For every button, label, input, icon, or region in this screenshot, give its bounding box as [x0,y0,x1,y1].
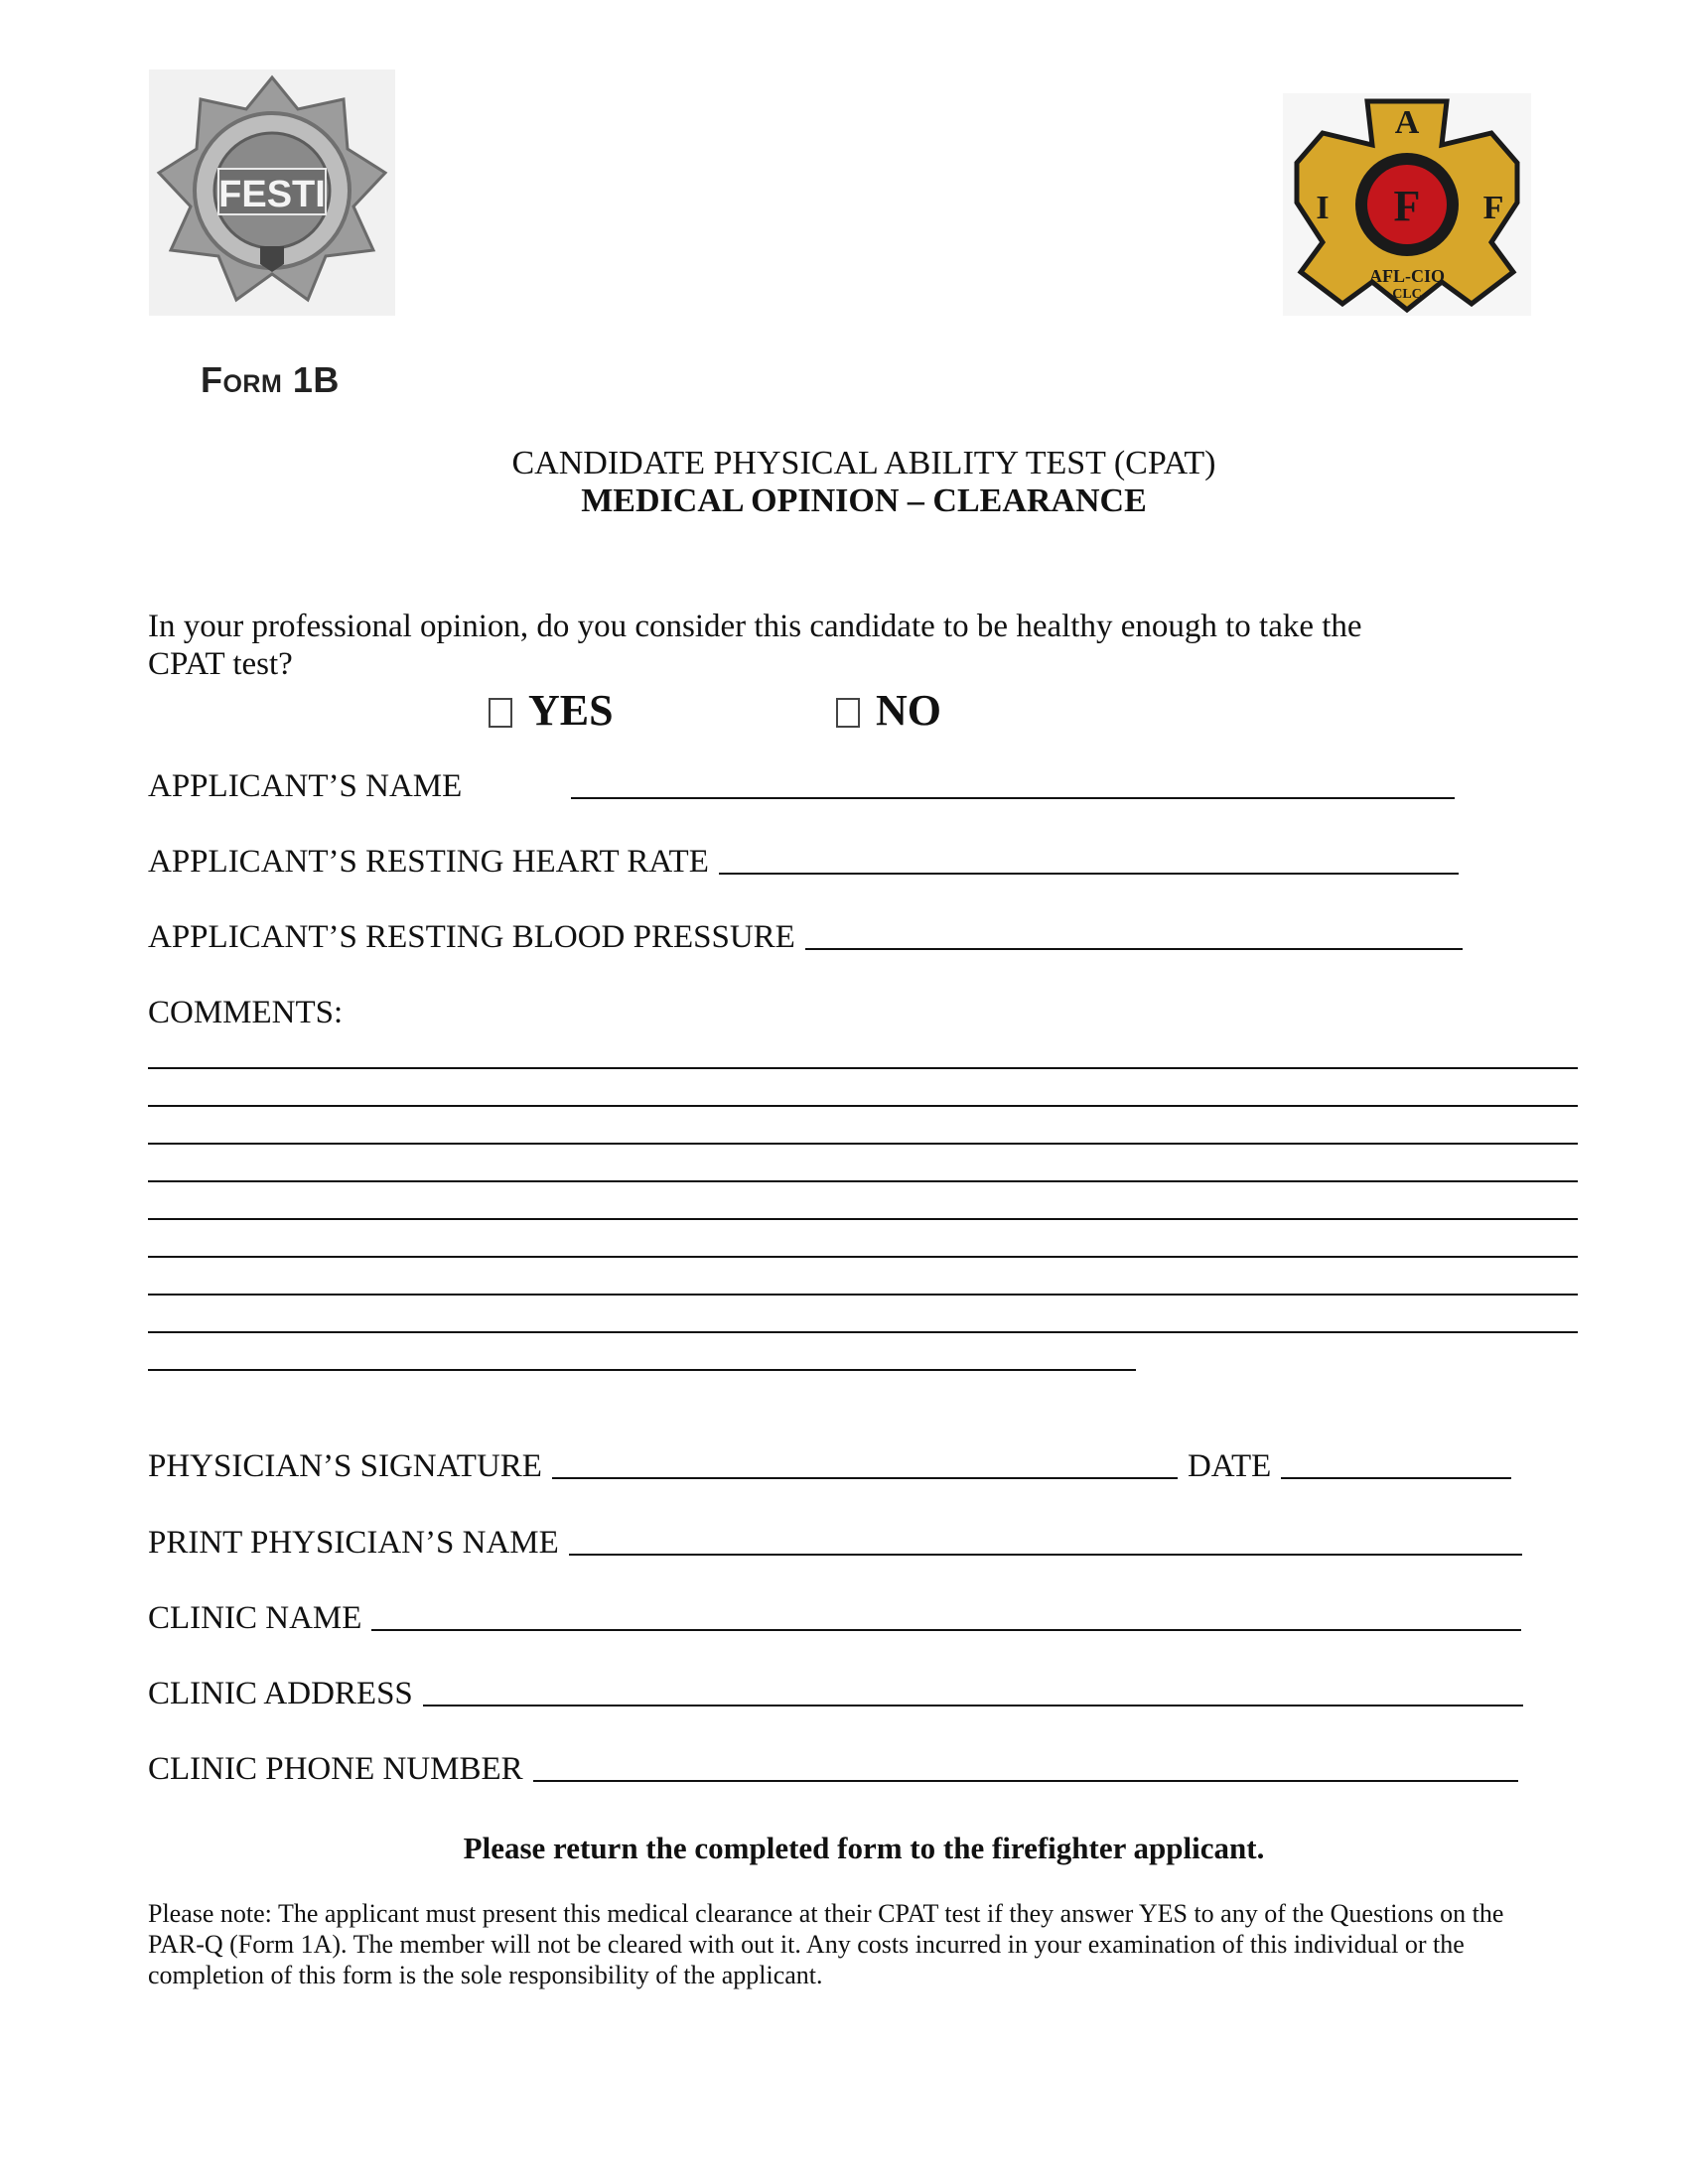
clinic-phone-field [148,1751,1518,1788]
comment-line[interactable] [148,1180,1578,1182]
comment-line[interactable] [148,1256,1578,1258]
clinic-name-line[interactable] [371,1629,1521,1631]
iaff-logo [1283,93,1531,316]
date-line[interactable] [1281,1477,1511,1479]
applicant-name-label: APPLICANT’S NAME [148,768,463,804]
comments-field [148,995,343,1031]
no-checkbox[interactable] [836,698,860,728]
blood-pressure-label: APPLICANT’S RESTING BLOOD PRESSURE [148,919,795,955]
clinic-address-field [148,1676,1523,1712]
yes-checkbox[interactable] [489,698,512,728]
comment-line[interactable] [148,1369,1136,1371]
heart-rate-field [148,844,1459,881]
form-number: Form 1B [201,359,340,400]
comments-label: COMMENTS: [148,995,344,1030]
applicant-name-field [148,768,1455,805]
no-option[interactable] [836,685,941,736]
no-label: NO [876,686,941,735]
festi-logo [149,69,395,316]
clinic-address-line[interactable] [423,1705,1523,1706]
applicant-name-line[interactable] [571,797,1455,799]
clearance-question: In your professional opinion, do you consider this candidate to be healthy enough to take the CPAT test? [148,609,1362,682]
heart-rate-label: APPLICANT’S RESTING HEART RATE [148,844,709,880]
heart-rate-line[interactable] [719,873,1459,875]
return-instruction: Please return the completed form to the firefighter applicant. [463,1831,1265,1865]
clinic-phone-label: CLINIC PHONE NUMBER [148,1751,523,1787]
yes-label: YES [528,686,614,735]
comment-line[interactable] [148,1331,1578,1333]
comment-line[interactable] [148,1067,1578,1069]
form-title: CANDIDATE PHYSICAL ABILITY TEST (CPAT) [511,445,1216,481]
clinic-phone-line[interactable] [533,1780,1518,1782]
physician-signature-line[interactable] [552,1477,1178,1479]
svg-text:CLC: CLC [1392,287,1422,302]
comment-line[interactable] [148,1105,1578,1107]
disclaimer-note: Please note: The applicant must present this medical clearance at their CPAT test if they answer YES to any of the Questions on the PAR-Q (Form 1A). The member will not be cleared with out it. Any costs incurred in your examination of this individual or the completion of this form is the sole responsibility of the applicant. [148,1899,1504,1989]
physician-signature-label: PHYSICIAN’S SIGNATURE [148,1448,542,1484]
comment-line[interactable] [148,1218,1578,1220]
blood-pressure-field [148,919,1463,956]
form-subtitle: MEDICAL OPINION – CLEARANCE [581,482,1147,519]
svg-text:I: I [1316,190,1330,226]
date-label: DATE [1187,1448,1272,1484]
svg-text:F: F [1482,190,1504,226]
svg-text:F: F [1393,182,1421,230]
comment-line[interactable] [148,1143,1578,1145]
print-physician-name-line[interactable] [569,1554,1522,1556]
clinic-name-field [148,1600,1521,1637]
svg-text:AFL-CIO: AFL-CIO [1369,266,1445,286]
physician-signature-field [148,1448,1511,1485]
svg-text:A: A [1394,104,1420,141]
print-physician-name-label: PRINT PHYSICIAN’S NAME [148,1525,559,1561]
blood-pressure-line[interactable] [805,948,1463,950]
comment-line[interactable] [148,1294,1578,1296]
clinic-address-label: CLINIC ADDRESS [148,1676,413,1711]
clinic-name-label: CLINIC NAME [148,1600,362,1636]
print-physician-name-field [148,1525,1522,1562]
yes-option[interactable] [489,685,614,736]
festi-logo-text: FESTI [218,174,326,215]
